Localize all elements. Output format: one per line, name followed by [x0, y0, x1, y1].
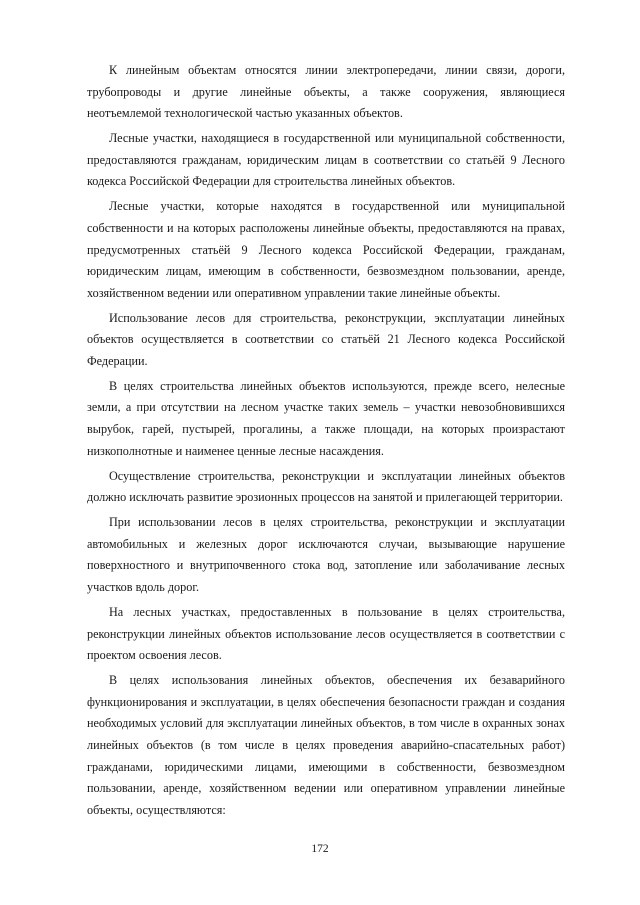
paragraph-5: В целях строительства линейных объектов используются, прежде всего, нелесные земли, а при отсутствии на лесном участке таких земель – участки невозобновившихся вырубок, гарей, пустырей, прогалины, а также площади, на которых произрастают низкополнотные и наименее ценные лесные насаждения. [87, 378, 565, 458]
paragraph-9: В целях использования линейных объектов, обеспечения их безаварийного функционирования и эксплуатации, в целях обеспечения безопасности граждан и создания необходимых условий для эксплуатации линейных объектов, в том числе в охранных зонах линейных объектов (в том числе в целях проведения аварийно-спасательных работ) гражданами, юридическими лицами, имеющими в собственности, безвозмездном пользовании, аренде, хозяйственном ведении или оперативном управлении линейные объекты, осуществляются: [87, 673, 565, 817]
paragraph-6: Осуществление строительства, реконструкции и эксплуатации линейных объектов должно исключать развитие эрозионных процессов на занятой и прилегающей территории. [87, 468, 565, 505]
page-number: 172 [311, 843, 329, 855]
paragraph-4: Использование лесов для строительства, реконструкции, эксплуатации линейных объектов осуществляется в соответствии со статьёй 21 Лесного кодекса Российской Федерации. [87, 310, 565, 368]
paragraph-7: При использовании лесов в целях строительства, реконструкции и эксплуатации автомобильных и железных дорог исключаются случаи, вызывающие нарушение поверхностного и внутрипочвенного стока вод, затопление или заболачивание лесных участков вдоль дорог. [87, 515, 565, 594]
paragraph-3: Лесные участки, которые находятся в государственной или муниципальной собственности и на которых расположены линейные объекты, предоставляются на правах, предусмотренных статьёй 9 Лесного кодекса Российской Федерации, гражданам, юридическим лицам, имеющим в собственности, безвозмездном пользовании, аренде, хозяйственном ведении или оперативном управлении такие линейные объекты. [87, 199, 565, 300]
paragraph-2: Лесные участки, находящиеся в государственной или муниципальной собственности, предоставляются гражданам, юридическим лицам в соответствии со статьёй 9 Лесного кодекса Российской Федерации для строительства линейных объектов. [87, 131, 565, 189]
document-body [87, 60, 565, 825]
paragraph-1: К линейным объектам относятся линии электропередачи, линии связи, дороги, трубопроводы и другие линейные объекты, а также сооружения, являющиеся неотъемлемой технологической частью указанных объектов. [87, 63, 565, 121]
paragraph-8: На лесных участках, предоставленных в пользование в целях строительства, реконструкции линейных объектов использование лесов осуществляется в соответствии с проектом освоения лесов. [87, 604, 565, 663]
